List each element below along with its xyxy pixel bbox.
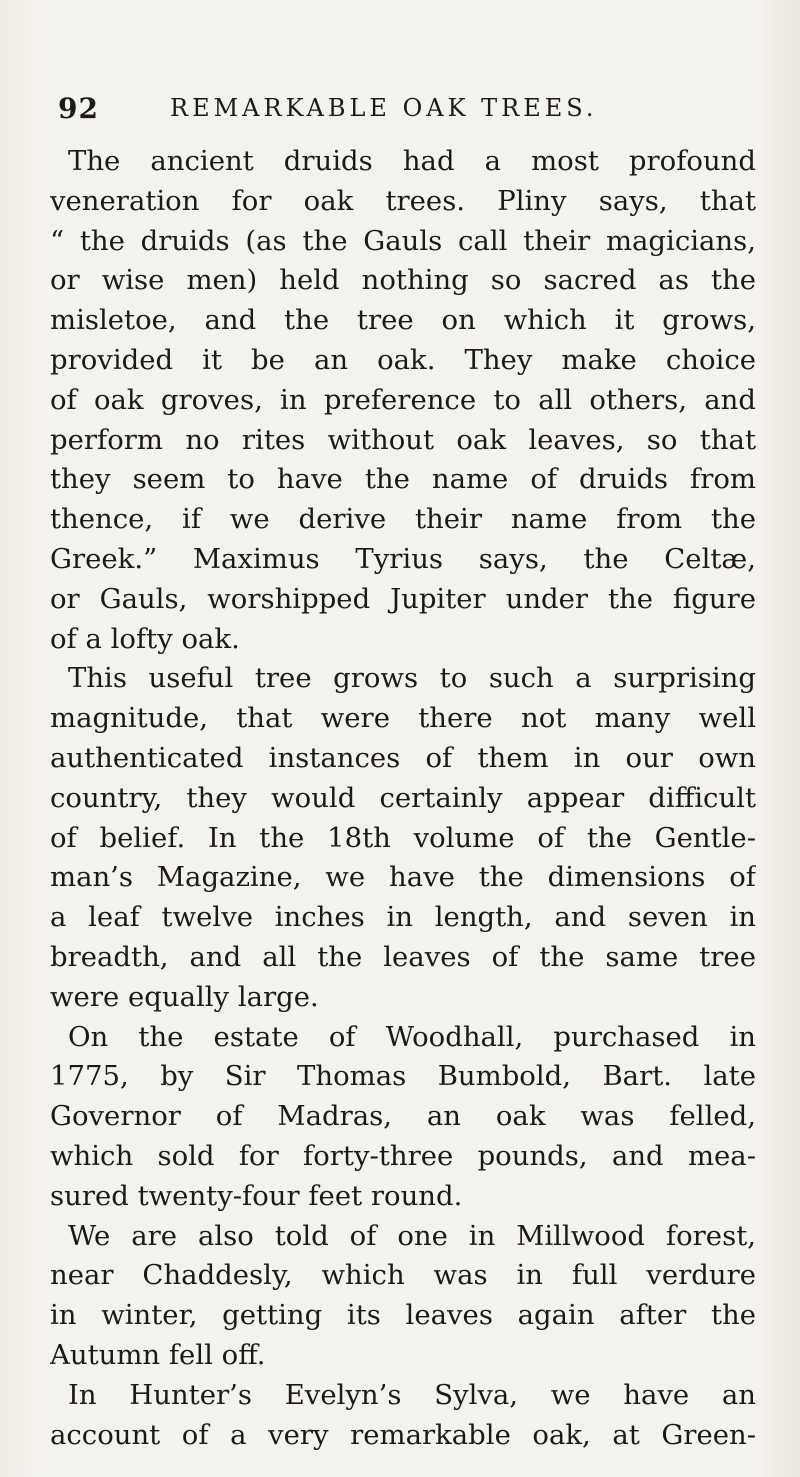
- text-line: a leaf twelve inches in length, and seven in: [50, 901, 756, 934]
- page-header: [58, 92, 758, 132]
- text-line: breadth, and all the leaves of the same tree: [50, 940, 756, 973]
- text-line: were equally large.: [50, 980, 319, 1013]
- text-line: man’s Magazine, we have the dimensions of: [50, 861, 756, 894]
- body-text: [50, 142, 756, 1455]
- text-line: veneration for oak trees. Pliny says, that: [50, 184, 756, 217]
- text-line: provided it be an oak. They make choice: [50, 343, 756, 376]
- text-line: “ the druids (as the Gauls call their magicians,: [50, 224, 756, 257]
- text-line: In Hunter’s Evelyn’s Sylva, we have an: [68, 1378, 756, 1411]
- text-line: of oak groves, in preference to all others, and: [50, 383, 756, 416]
- text-line: or Gauls, worshipped Jupiter under the figure: [50, 582, 756, 615]
- text-line: or wise men) held nothing so sacred as the: [50, 264, 756, 297]
- running-title: REMARKABLE OAK TREES.: [170, 94, 598, 122]
- text-line: near Chaddesly, which was in full verdure: [50, 1259, 756, 1292]
- text-line: account of a very remarkable oak, at Green-: [50, 1418, 756, 1451]
- text-line: On the estate of Woodhall, purchased in: [68, 1020, 756, 1053]
- text-line: which sold for forty-three pounds, and mea-: [50, 1139, 756, 1172]
- text-line: of belief. In the 18th volume of the Gentle-: [50, 821, 756, 854]
- text-line: country, they would certainly appear difficult: [50, 781, 756, 814]
- text-line: sured twenty-four feet round.: [50, 1179, 463, 1212]
- text-line: The ancient druids had a most profound: [68, 145, 756, 177]
- text-line: they seem to have the name of druids from: [50, 463, 756, 496]
- text-line: 1775, by Sir Thomas Bumbold, Bart. late: [50, 1060, 756, 1093]
- text-line: in winter, getting its leaves again after the: [50, 1299, 756, 1332]
- text-line: We are also told of one in Millwood forest,: [68, 1219, 756, 1252]
- text-line: of a lofty oak.: [50, 622, 240, 655]
- text-line: This useful tree grows to such a surprising: [68, 662, 756, 695]
- text-line: Governor of Madras, an oak was felled,: [50, 1100, 756, 1133]
- page-number: 92: [58, 92, 99, 125]
- text-line: thence, if we derive their name from the: [50, 503, 756, 536]
- text-line: perform no rites without oak leaves, so that: [50, 423, 756, 456]
- text-line: authenticated instances of them in our own: [50, 741, 756, 774]
- text-line: magnitude, that were there not many well: [50, 702, 756, 735]
- text-line: Autumn fell off.: [50, 1338, 266, 1371]
- text-line: misletoe, and the tree on which it grows,: [50, 304, 756, 337]
- text-line: Greek.” Maximus Tyrius says, the Celtæ,: [50, 542, 756, 575]
